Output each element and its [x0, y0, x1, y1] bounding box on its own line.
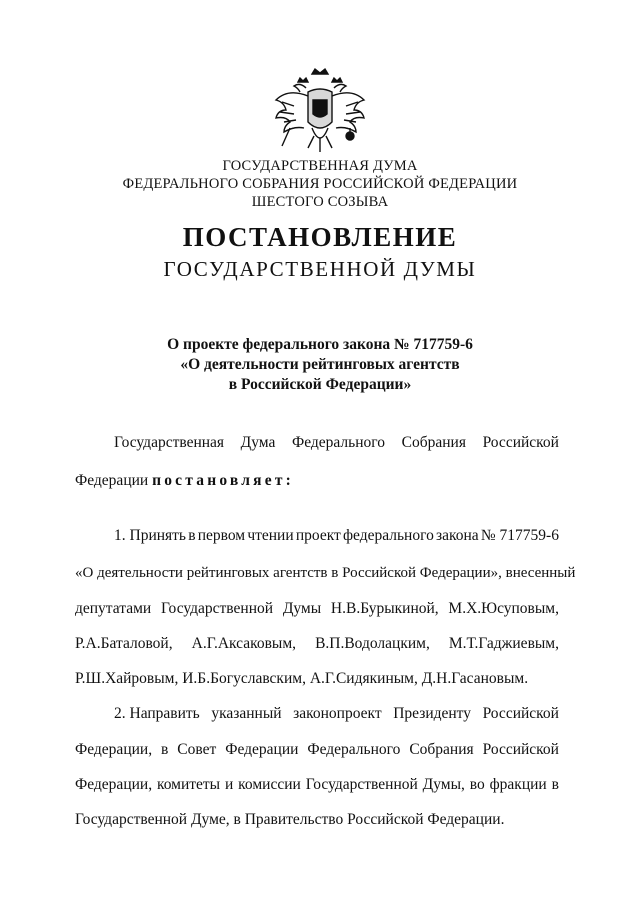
decree-word: постановляет:: [152, 472, 294, 489]
item1-line-1: [114, 527, 559, 545]
header-line-1: ГОСУДАРСТВЕННАЯ ДУМА: [222, 158, 418, 174]
intro-line-2-start: Федерации: [75, 472, 149, 489]
item1-word: Государственной: [160, 600, 274, 617]
item1-line-3: [75, 600, 559, 618]
item2-word: законопроект: [293, 705, 382, 722]
item1-word: 1. Принять: [114, 527, 187, 544]
item2-word: Российской: [482, 705, 559, 722]
item1-line-2: «О деятельности рейтинговых агентств в Российской Федерации», внесенный: [75, 565, 576, 581]
item1-line-5: Р.Ш.Хайровым, И.Б.Богуславским, А.Г.Сидякиным, Д.Н.Гасановым.: [75, 670, 529, 687]
item2-word: Федерации: [225, 741, 299, 758]
item2-word: Совет: [177, 741, 217, 758]
state-emblem-icon: [268, 66, 372, 162]
item2-word: в: [551, 776, 559, 793]
item2-word: Государственной: [305, 776, 418, 793]
header-line-2: ФЕДЕРАЛЬНОГО СОБРАНИЯ РОССИЙСКОЙ ФЕДЕРАЦИИ: [122, 176, 518, 192]
intro-line-2: [75, 472, 559, 490]
item1-word: А.Г.Аксаковым,: [191, 635, 297, 652]
item2-word: комиссии: [238, 776, 301, 793]
item2-line-3: [75, 776, 559, 794]
item1-word: чтении: [247, 527, 294, 544]
item1-line-4: [75, 635, 559, 653]
item1-word: в: [188, 527, 196, 544]
item2-word: Федерации,: [75, 776, 153, 793]
item1-word: первом: [197, 527, 246, 544]
item2-line-2: [75, 741, 559, 759]
item2-word: Российской: [482, 741, 559, 758]
item2-word: 2. Направить: [114, 705, 200, 722]
item2-word: во: [469, 776, 485, 793]
item1-word: федерального: [343, 527, 434, 544]
item1-word: Н.В.Бурыкиной,: [330, 600, 439, 617]
item2-word: комитеты: [156, 776, 221, 793]
subject-line-2: «О деятельности рейтинговых агентств: [180, 356, 460, 373]
item2-word: фракции: [489, 776, 547, 793]
item1-word: М.Х.Юсуповым,: [448, 600, 559, 617]
item2-word: Федерации,: [75, 741, 153, 758]
intro-word: Государственная: [114, 434, 225, 451]
item2-word: и: [224, 776, 234, 793]
document-title: ПОСТАНОВЛЕНИЕ: [182, 222, 458, 252]
item1-word: депутатами: [75, 600, 152, 617]
item1-word: Р.А.Баталовой,: [75, 635, 173, 652]
item2-line-1: [114, 705, 559, 723]
item1-word: В.П.Водолацким,: [315, 635, 430, 652]
intro-word: Российской: [482, 434, 559, 451]
item2-word: Собрания: [409, 741, 474, 758]
header-line-3: ШЕСТОГО СОЗЫВА: [251, 194, 389, 210]
item1-word: № 717759-6: [480, 527, 559, 544]
intro-word: Собрания: [401, 434, 466, 451]
intro-line-1: [114, 434, 559, 452]
item1-word: проект: [295, 527, 341, 544]
item1-word: Думы: [282, 600, 322, 617]
subject-line-1: О проекте федерального закона № 717759-6: [167, 336, 473, 353]
item2-word: указанный: [211, 705, 282, 722]
document-subtitle: ГОСУДАРСТВЕННОЙ ДУМЫ: [163, 257, 477, 281]
intro-word: Дума: [240, 434, 276, 451]
intro-word: Федерального: [291, 434, 386, 451]
item2-word: Федерального: [307, 741, 401, 758]
item2-word: Президенту: [393, 705, 471, 722]
item2-line-4: Государственной Думе, в Правительство Российской Федерации.: [75, 811, 505, 828]
item2-word: Думы,: [422, 776, 465, 793]
item2-word: в: [161, 741, 169, 758]
item1-word: М.Т.Гаджиевым,: [448, 635, 559, 652]
item1-word: закона: [436, 527, 479, 544]
subject-line-3: в Российской Федерации»: [228, 376, 412, 393]
